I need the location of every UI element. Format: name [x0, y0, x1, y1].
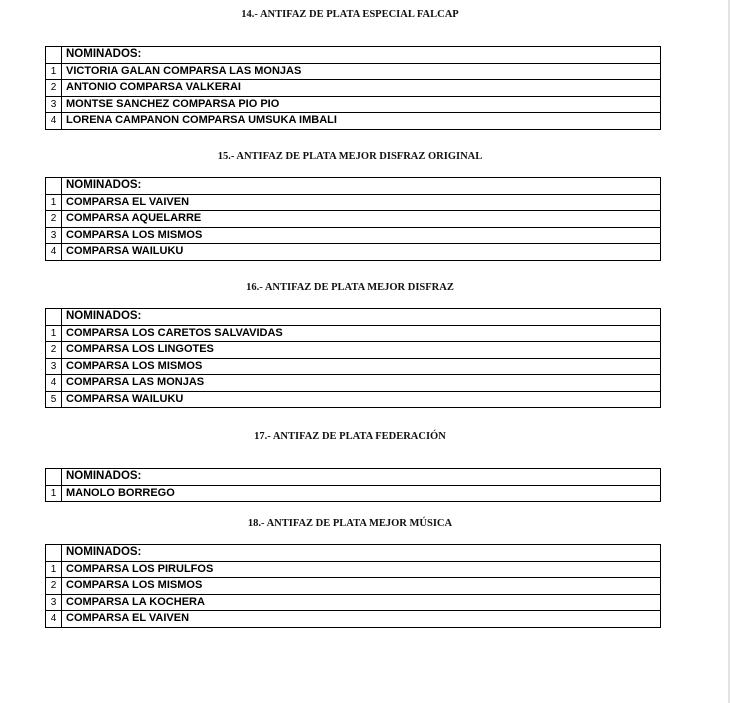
header-number-cell — [46, 178, 62, 195]
nominee-name: COMPARSA LOS CARETOS SALVAVIDAS — [62, 325, 661, 342]
nominee-name: COMPARSA AQUELARRE — [62, 211, 661, 228]
nominee-name: VICTORIA GALAN COMPARSA LAS MONJAS — [62, 63, 661, 80]
nominees-table — [45, 308, 661, 408]
row-number: 1 — [46, 485, 62, 502]
nominee-name: MANOLO BORREGO — [62, 485, 661, 502]
nominees-header: NOMINADOS: — [62, 47, 661, 64]
table-header-row — [46, 47, 661, 64]
nominee-name: MONTSE SANCHEZ COMPARSA PIO PIO — [62, 96, 661, 113]
row-number: 3 — [46, 594, 62, 611]
nominees-table — [45, 544, 661, 628]
row-number: 4 — [46, 244, 62, 261]
nominee-name: COMPARSA LAS MONJAS — [62, 375, 661, 392]
nominees-table — [45, 468, 661, 502]
row-number: 2 — [46, 80, 62, 97]
row-number: 4 — [46, 113, 62, 130]
table-row — [46, 80, 661, 97]
nominee-name: COMPARSA LOS MISMOS — [62, 578, 661, 595]
nominee-name: COMPARSA WAILUKU — [62, 244, 661, 261]
row-number: 1 — [46, 325, 62, 342]
row-number: 2 — [46, 342, 62, 359]
nominee-name: COMPARSA WAILUKU — [62, 391, 661, 408]
table-row — [46, 227, 661, 244]
row-number: 1 — [46, 63, 62, 80]
row-number: 1 — [46, 194, 62, 211]
table-row — [46, 63, 661, 80]
row-number: 3 — [46, 227, 62, 244]
row-number: 2 — [46, 211, 62, 228]
table-row — [46, 611, 661, 628]
header-number-cell — [46, 545, 62, 562]
row-number: 3 — [46, 358, 62, 375]
table-row — [46, 342, 661, 359]
section-title: 14.- ANTIFAZ DE PLATA ESPECIAL FALCAP — [241, 9, 459, 20]
row-number: 3 — [46, 96, 62, 113]
table-row — [46, 561, 661, 578]
table-header-row — [46, 545, 661, 562]
table-row — [46, 485, 661, 502]
section-title: 17.- ANTIFAZ DE PLATA FEDERACIÓN — [254, 431, 446, 442]
header-number-cell — [46, 47, 62, 64]
nominee-name: COMPARSA LOS LINGOTES — [62, 342, 661, 359]
table-row — [46, 375, 661, 392]
nominee-name: COMPARSA EL VAIVEN — [62, 194, 661, 211]
table-header-row — [46, 309, 661, 326]
table-row — [46, 594, 661, 611]
row-number: 4 — [46, 611, 62, 628]
table-header-row — [46, 178, 661, 195]
header-number-cell — [46, 309, 62, 326]
nominee-name: COMPARSA LOS MISMOS — [62, 358, 661, 375]
section-title: 15.- ANTIFAZ DE PLATA MEJOR DISFRAZ ORIGINAL — [217, 151, 483, 162]
nominee-name: COMPARSA LA KOCHERA — [62, 594, 661, 611]
table-row — [46, 194, 661, 211]
nominee-name: COMPARSA LOS PIRULFOS — [62, 561, 661, 578]
nominees-header: NOMINADOS: — [62, 545, 661, 562]
nominees-table — [45, 46, 661, 130]
nominees-header: NOMINADOS: — [62, 178, 661, 195]
row-number: 5 — [46, 391, 62, 408]
nominee-name: LORENA CAMPANON COMPARSA UMSUKA IMBALI — [62, 113, 661, 130]
nominee-name: COMPARSA LOS MISMOS — [62, 227, 661, 244]
table-row — [46, 325, 661, 342]
nominees-header: NOMINADOS: — [62, 469, 661, 486]
row-number: 2 — [46, 578, 62, 595]
table-row — [46, 113, 661, 130]
section-title: 18.- ANTIFAZ DE PLATA MEJOR MÚSICA — [247, 518, 453, 529]
nominee-name: COMPARSA EL VAIVEN — [62, 611, 661, 628]
table-row — [46, 358, 661, 375]
table-row — [46, 391, 661, 408]
section-title: 16.- ANTIFAZ DE PLATA MEJOR DISFRAZ — [246, 282, 454, 293]
row-number: 1 — [46, 561, 62, 578]
table-row — [46, 211, 661, 228]
nominee-name: ANTONIO COMPARSA VALKERAI — [62, 80, 661, 97]
header-number-cell — [46, 469, 62, 486]
row-number: 4 — [46, 375, 62, 392]
table-row — [46, 578, 661, 595]
nominees-table — [45, 177, 661, 261]
table-row — [46, 96, 661, 113]
table-header-row — [46, 469, 661, 486]
nominees-header: NOMINADOS: — [62, 309, 661, 326]
table-row — [46, 244, 661, 261]
